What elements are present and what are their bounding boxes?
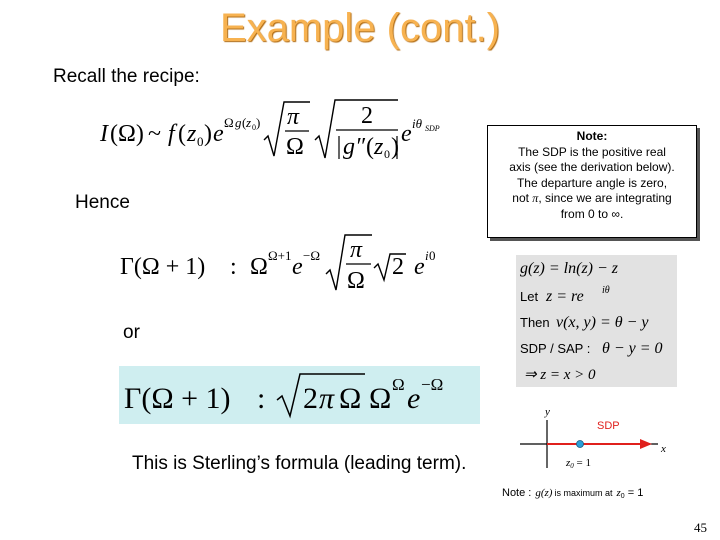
sterling-caption: This is Sterling’s formula (leading term). — [132, 453, 467, 474]
sdp-arrow-icon — [640, 439, 652, 449]
sdp-expression: θ − y = 0 — [602, 340, 663, 357]
svg-text:(: ( — [366, 134, 374, 160]
g-definition: g(z) = ln(z) − z — [520, 260, 619, 277]
svg-text:e: e — [292, 254, 303, 280]
svg-text:(: ( — [242, 115, 247, 130]
svg-text::: : — [257, 382, 266, 415]
svg-text:2: 2 — [361, 103, 373, 129]
sterling-formula-box — [119, 366, 480, 424]
page-number: 45 — [694, 520, 707, 535]
maximum-note: Note : g(z) is maximum at z0 = 1 — [502, 487, 644, 500]
note-line-4 — [488, 191, 696, 207]
svg-text:z: z — [374, 134, 384, 160]
note-box — [487, 125, 697, 238]
recall-text: Recall the recipe: — [53, 66, 200, 87]
svg-text:g″: g″ — [343, 134, 365, 160]
svg-text:π: π — [350, 237, 363, 263]
svg-text:I: I — [100, 121, 108, 147]
svg-text:): ) — [391, 134, 399, 160]
svg-text:Γ(Ω + 1): Γ(Ω + 1) — [124, 382, 231, 415]
slide-title: Example (cont.) — [219, 6, 501, 50]
implies-expression: ⇒ z = x > 0 — [524, 367, 596, 383]
svg-text:Ω+1: Ω+1 — [268, 248, 292, 263]
note-heading: Note: — [576, 129, 608, 143]
or-text: or — [123, 322, 140, 343]
sdp-label: SDP — [597, 420, 620, 432]
svg-text:(: ( — [178, 121, 186, 147]
z0-label: z0 = 1 — [566, 457, 591, 470]
svg-text:π: π — [287, 104, 300, 130]
svg-text:2: 2 — [392, 254, 404, 280]
sdp-label: SDP / SAP : — [520, 341, 591, 356]
x-axis-label: x — [661, 443, 666, 455]
svg-text:SDP: SDP — [425, 124, 440, 133]
svg-text:~: ~ — [148, 121, 161, 147]
svg-text:z: z — [246, 115, 252, 130]
svg-text:iθ: iθ — [412, 116, 422, 131]
svg-text:Ω: Ω — [347, 268, 365, 294]
svg-text:−Ω: −Ω — [303, 248, 320, 263]
sterling-formula — [119, 366, 480, 424]
derivation-lines — [516, 255, 677, 387]
recipe-equation — [96, 96, 476, 166]
note-line-4-pre: not — [512, 191, 533, 205]
svg-text:e: e — [213, 121, 224, 147]
saddle-point — [577, 441, 584, 448]
svg-text:Ω: Ω — [286, 134, 304, 160]
svg-text:0: 0 — [384, 147, 390, 161]
let-exponent: iθ — [602, 285, 610, 296]
svg-text:Ω: Ω — [250, 254, 268, 280]
note-line-5: from 0 to ∞. — [560, 206, 624, 221]
then-label: Then — [520, 315, 550, 330]
then-expression: v(x, y) = θ − y — [556, 314, 649, 331]
y-axis-label: y — [545, 406, 550, 418]
svg-text:Γ(Ω + 1): Γ(Ω + 1) — [120, 254, 206, 280]
note-pi-symbol: π — [532, 191, 539, 205]
svg-text:e: e — [407, 382, 421, 415]
note-line-1: The SDP is the positive real — [518, 144, 666, 159]
svg-text:0: 0 — [252, 123, 256, 132]
note-line-2: axis (see the derivation below). — [509, 160, 675, 174]
svg-text:): ) — [204, 121, 212, 147]
svg-text:−Ω: −Ω — [421, 375, 444, 394]
note-line-4-post: , since we are integrating — [538, 191, 672, 205]
svg-text:e: e — [401, 121, 412, 147]
derivation-box — [516, 255, 677, 387]
svg-text:z: z — [187, 121, 197, 147]
svg-text:e: e — [414, 254, 425, 280]
svg-text:(Ω): (Ω) — [110, 121, 144, 147]
note-line-3: The departure angle is zero, — [516, 175, 668, 190]
hence-text: Hence — [75, 192, 130, 213]
svg-text:Ω: Ω — [224, 115, 234, 130]
svg-text:f: f — [168, 121, 175, 147]
svg-text::: : — [230, 254, 237, 280]
svg-text:Ω: Ω — [369, 382, 392, 415]
svg-text:0: 0 — [197, 134, 204, 149]
svg-text:π: π — [319, 382, 335, 415]
let-expression: z = re — [546, 288, 584, 305]
svg-text:0: 0 — [429, 248, 436, 263]
svg-text:i: i — [425, 248, 429, 263]
svg-text:): ) — [256, 115, 261, 130]
sdp-diagram — [500, 400, 700, 508]
svg-text:Ω: Ω — [339, 382, 362, 415]
svg-text:2: 2 — [303, 382, 318, 415]
svg-text:g: g — [235, 115, 242, 130]
let-label: Let — [520, 289, 539, 304]
gamma-approx-equation — [118, 230, 448, 300]
svg-text:Ω: Ω — [392, 375, 405, 394]
